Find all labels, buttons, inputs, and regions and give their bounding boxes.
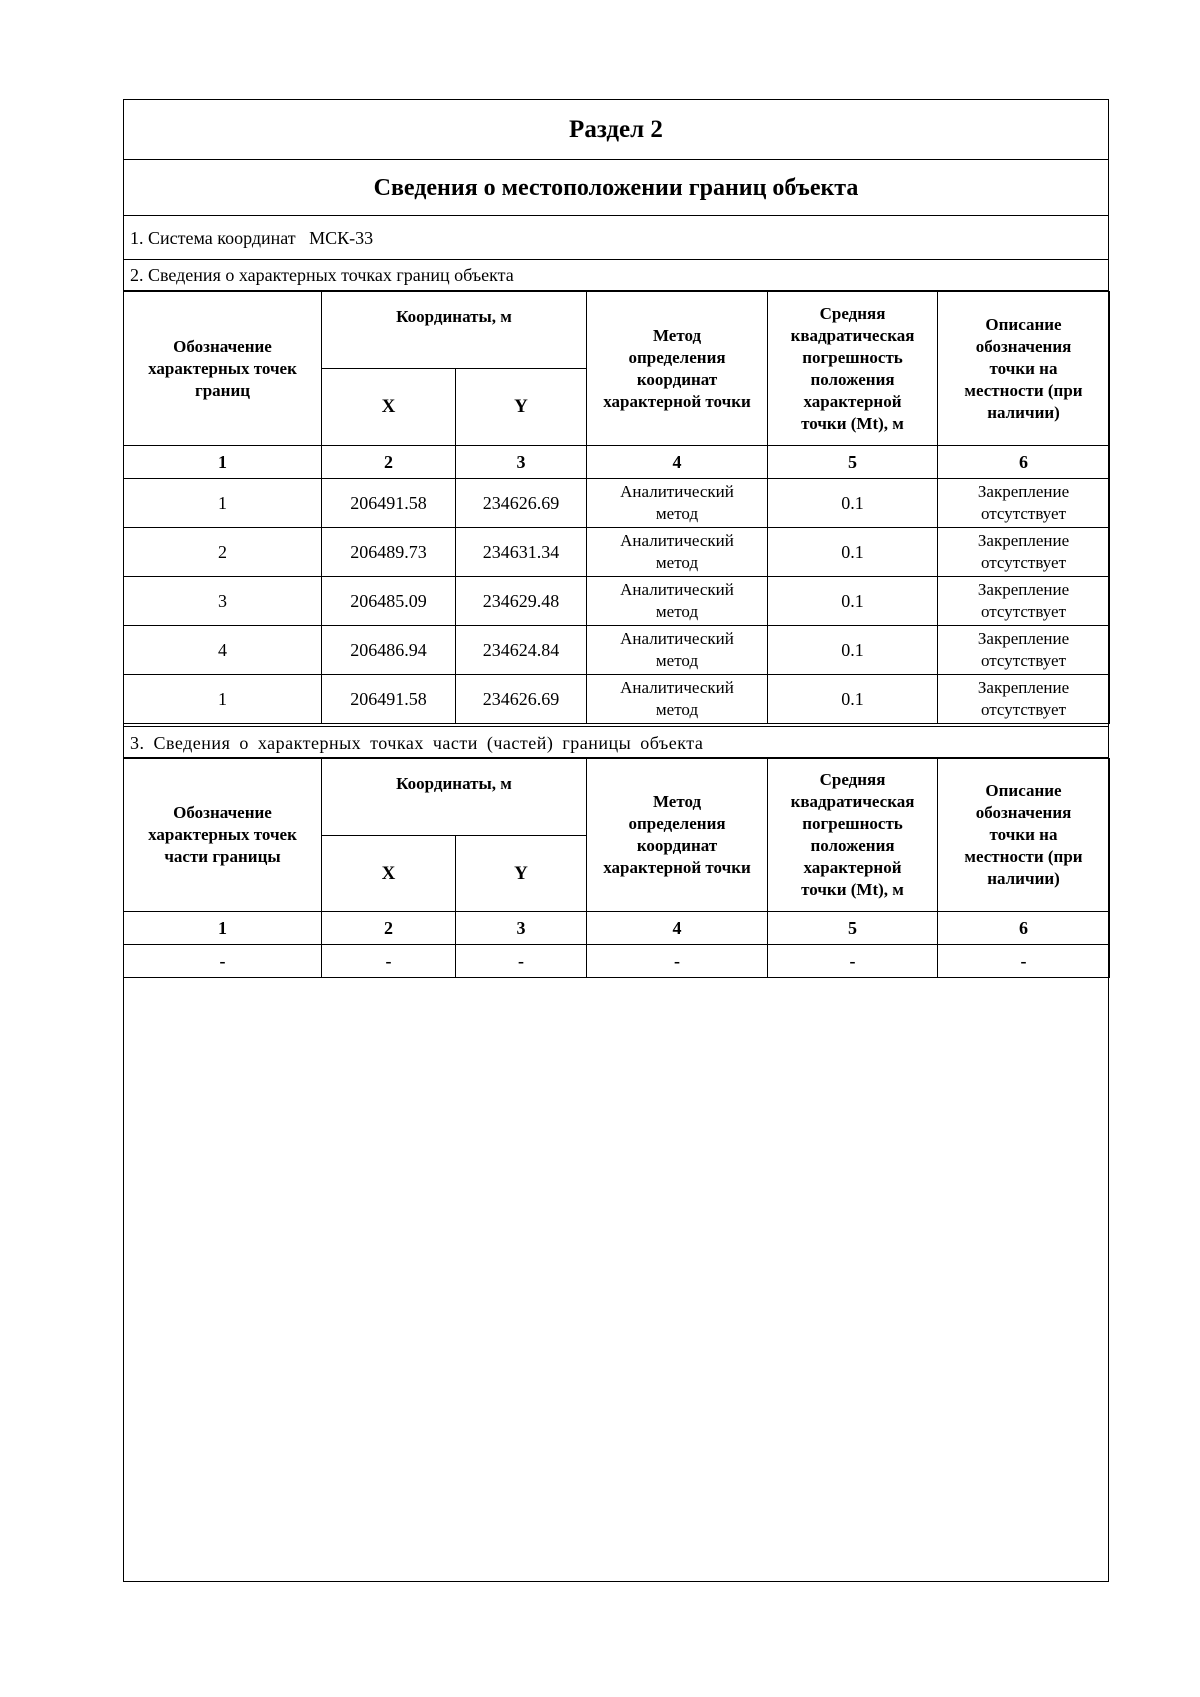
coord-y: 234626.69 (456, 675, 587, 724)
coord-x: 206489.73 (322, 528, 456, 577)
description-cell: Закрепление отсутствует (938, 675, 1110, 724)
header-description: Описание обозначения точки на местности (при наличии) (938, 759, 1110, 912)
method-cell: Аналитический метод (587, 577, 768, 626)
coordinate-system-label: 1. Система координат (130, 228, 296, 248)
column-number: 4 (587, 912, 768, 945)
column-numbers-row (124, 446, 1110, 479)
error-value: 0.1 (768, 675, 938, 724)
table-row (124, 528, 1110, 577)
method-cell: Аналитический метод (587, 528, 768, 577)
header-error: Средняя квадратическая погрешность положения характерной точки (Mt), м (768, 292, 938, 446)
header-x: X (322, 369, 456, 446)
column-number: 5 (768, 912, 938, 945)
point-number: 1 (124, 479, 322, 528)
empty-cell: - (938, 945, 1110, 978)
column-number: 3 (456, 446, 587, 479)
table-row (124, 479, 1110, 528)
column-number: 3 (456, 912, 587, 945)
description-cell: Закрепление отсутствует (938, 626, 1110, 675)
point-number: 2 (124, 528, 322, 577)
boundary-points-heading: 2. Сведения о характерных точках границ объекта (123, 260, 1109, 291)
point-number: 3 (124, 577, 322, 626)
empty-cell: - (768, 945, 938, 978)
error-value: 0.1 (768, 626, 938, 675)
part-points-heading: 3. Сведения о характерных точках части (частей) границы объекта (123, 726, 1109, 758)
part-points-table (123, 758, 1110, 978)
header-method: Метод определения координат характерной точки (587, 759, 768, 912)
empty-cell: - (456, 945, 587, 978)
empty-cell: - (124, 945, 322, 978)
coord-y: 234629.48 (456, 577, 587, 626)
header-y: Y (456, 836, 587, 912)
column-number: 6 (938, 912, 1110, 945)
empty-cell: - (587, 945, 768, 978)
column-number: 1 (124, 912, 322, 945)
column-number: 6 (938, 446, 1110, 479)
method-cell: Аналитический метод (587, 479, 768, 528)
column-number: 2 (322, 446, 456, 479)
header-method: Метод определения координат характерной точки (587, 292, 768, 446)
coord-x: 206491.58 (322, 479, 456, 528)
table-row (124, 577, 1110, 626)
coord-x: 206491.58 (322, 675, 456, 724)
header-y: Y (456, 369, 587, 446)
header-coordinates: Координаты, м (322, 759, 587, 836)
description-cell: Закрепление отсутствует (938, 577, 1110, 626)
header-x: X (322, 836, 456, 912)
empty-cell: - (322, 945, 456, 978)
header-coordinates: Координаты, м (322, 292, 587, 369)
column-number: 5 (768, 446, 938, 479)
section-subtitle: Сведения о местоположении границ объекта (123, 160, 1109, 216)
header-description: Описание обозначения точки на местности (при наличии) (938, 292, 1110, 446)
error-value: 0.1 (768, 479, 938, 528)
table-row (124, 945, 1110, 978)
header-designation: Обозначение характерных точек части границы (124, 759, 322, 912)
method-cell: Аналитический метод (587, 675, 768, 724)
error-value: 0.1 (768, 528, 938, 577)
column-number: 1 (124, 446, 322, 479)
header-designation: Обозначение характерных точек границ (124, 292, 322, 446)
method-cell: Аналитический метод (587, 626, 768, 675)
column-number: 2 (322, 912, 456, 945)
coord-y: 234624.84 (456, 626, 587, 675)
table-row (124, 675, 1110, 724)
coord-y: 234631.34 (456, 528, 587, 577)
point-number: 4 (124, 626, 322, 675)
coordinate-system-value: МСК-33 (309, 228, 374, 248)
section-title: Раздел 2 (123, 99, 1109, 160)
point-number: 1 (124, 675, 322, 724)
description-cell: Закрепление отсутствует (938, 479, 1110, 528)
header-error: Средняя квадратическая погрешность положения характерной точки (Mt), м (768, 759, 938, 912)
coordinate-system-line (123, 216, 1109, 260)
boundary-points-table (123, 291, 1110, 724)
column-number: 4 (587, 446, 768, 479)
coord-x: 206485.09 (322, 577, 456, 626)
coord-x: 206486.94 (322, 626, 456, 675)
column-numbers-row (124, 912, 1110, 945)
coord-y: 234626.69 (456, 479, 587, 528)
error-value: 0.1 (768, 577, 938, 626)
table-row (124, 626, 1110, 675)
description-cell: Закрепление отсутствует (938, 528, 1110, 577)
